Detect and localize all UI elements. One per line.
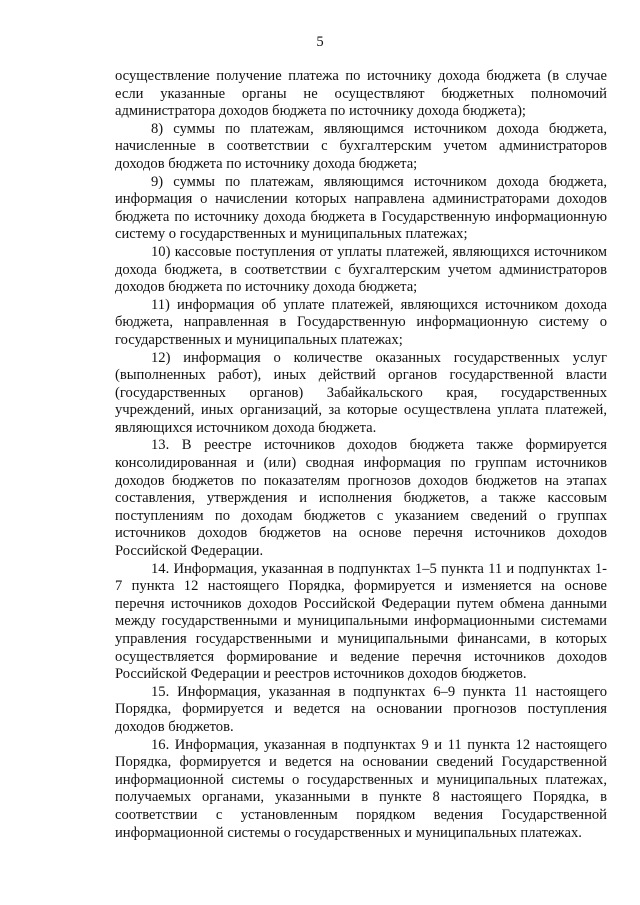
paragraph-item-10: 10) кассовые поступления от уплаты платежей, являющихся источником дохода бюджета, в соответствии с бухгалтерским учетом администраторов доходов бюджета по источнику дохода бюджета; <box>115 243 607 296</box>
paragraph-clause-13: 13. В реестре источников доходов бюджета также формируется консолидированная и (или) сводная информация по группам источников доходов бюджетов по показателям прогнозов доходов бюджетов на этапах составления, утверждения и исполнения бюджетов, а также кассовым поступлениям по доходам бюджетов с указанием сведений о группах источников доходов бюджетов на основе перечня источников доходов Российской Федерации. <box>115 437 607 560</box>
page-number: 5 <box>316 34 324 50</box>
paragraph-item-8: 8) суммы по платежам, являющимся источником дохода бюджета, начисленные в соответствии с бухгалтерским учетом администраторов доходов бюджета по источнику дохода бюджета; <box>115 120 607 172</box>
paragraph-item-12: 12) информация о количестве оказанных государственных услуг (выполненных работ), иных действий органов государственной власти (государственных органов) Забайкальского края, государственных учреждений, иных организаций, за которые осуществлена уплата платежей, являющихся источником дохода бюджета. <box>115 349 607 436</box>
paragraph-item-9: 9) суммы по платежам, являющимся источником дохода бюджета, информация о начислении которых направлена администраторами доходов бюджета по источнику дохода бюджета в Государственную информационную систему о государственных и муниципальных платежах; <box>115 173 607 243</box>
paragraph-continuation: осуществление получение платежа по источнику дохода бюджета (в случае если указанные органы не осуществляют бюджетных полномочий администратора доходов бюджета по источнику дохода бюджета); <box>115 68 607 120</box>
paragraph-clause-14: 14. Информация, указанная в подпунктах 1–5 пункта 11 и подпунктах 1-7 пункта 12 настоящего Порядка, формируется и изменяется на основе перечня источников доходов Российской Федерации путем обмена данными между государственными и муниципальными информационными системами управления государственными и муниципальными финансами, в которых осуществляется формирование и ведение перечня источников доходов Российской Федерации и реестров источников доходов бюджетов. <box>115 560 607 683</box>
paragraph-clause-15: 15. Информация, указанная в подпунктах 6–9 пункта 11 настоящего Порядка, формируется и ведется на основании прогнозов поступления доходов бюджетов. <box>115 683 607 735</box>
paragraph-clause-16: 16. Информация, указанная в подпунктах 9 и 11 пункта 12 настоящего Порядка, формируется и ведется на основании сведений Государственной информационной системы о государственных и муниципальных платежах, получаемых органами, указанными в пункте 8 настоящего Порядка, в соответствии с установленным порядком ведения Государственной информационной системы о государственных и муниципальных платежах. <box>115 736 607 841</box>
paragraph-item-11: 11) информация об уплате платежей, являющихся источником дохода бюджета, направленная в Государственную информационную систему о государственных и муниципальных платежах; <box>115 296 607 348</box>
document-body <box>115 68 607 842</box>
